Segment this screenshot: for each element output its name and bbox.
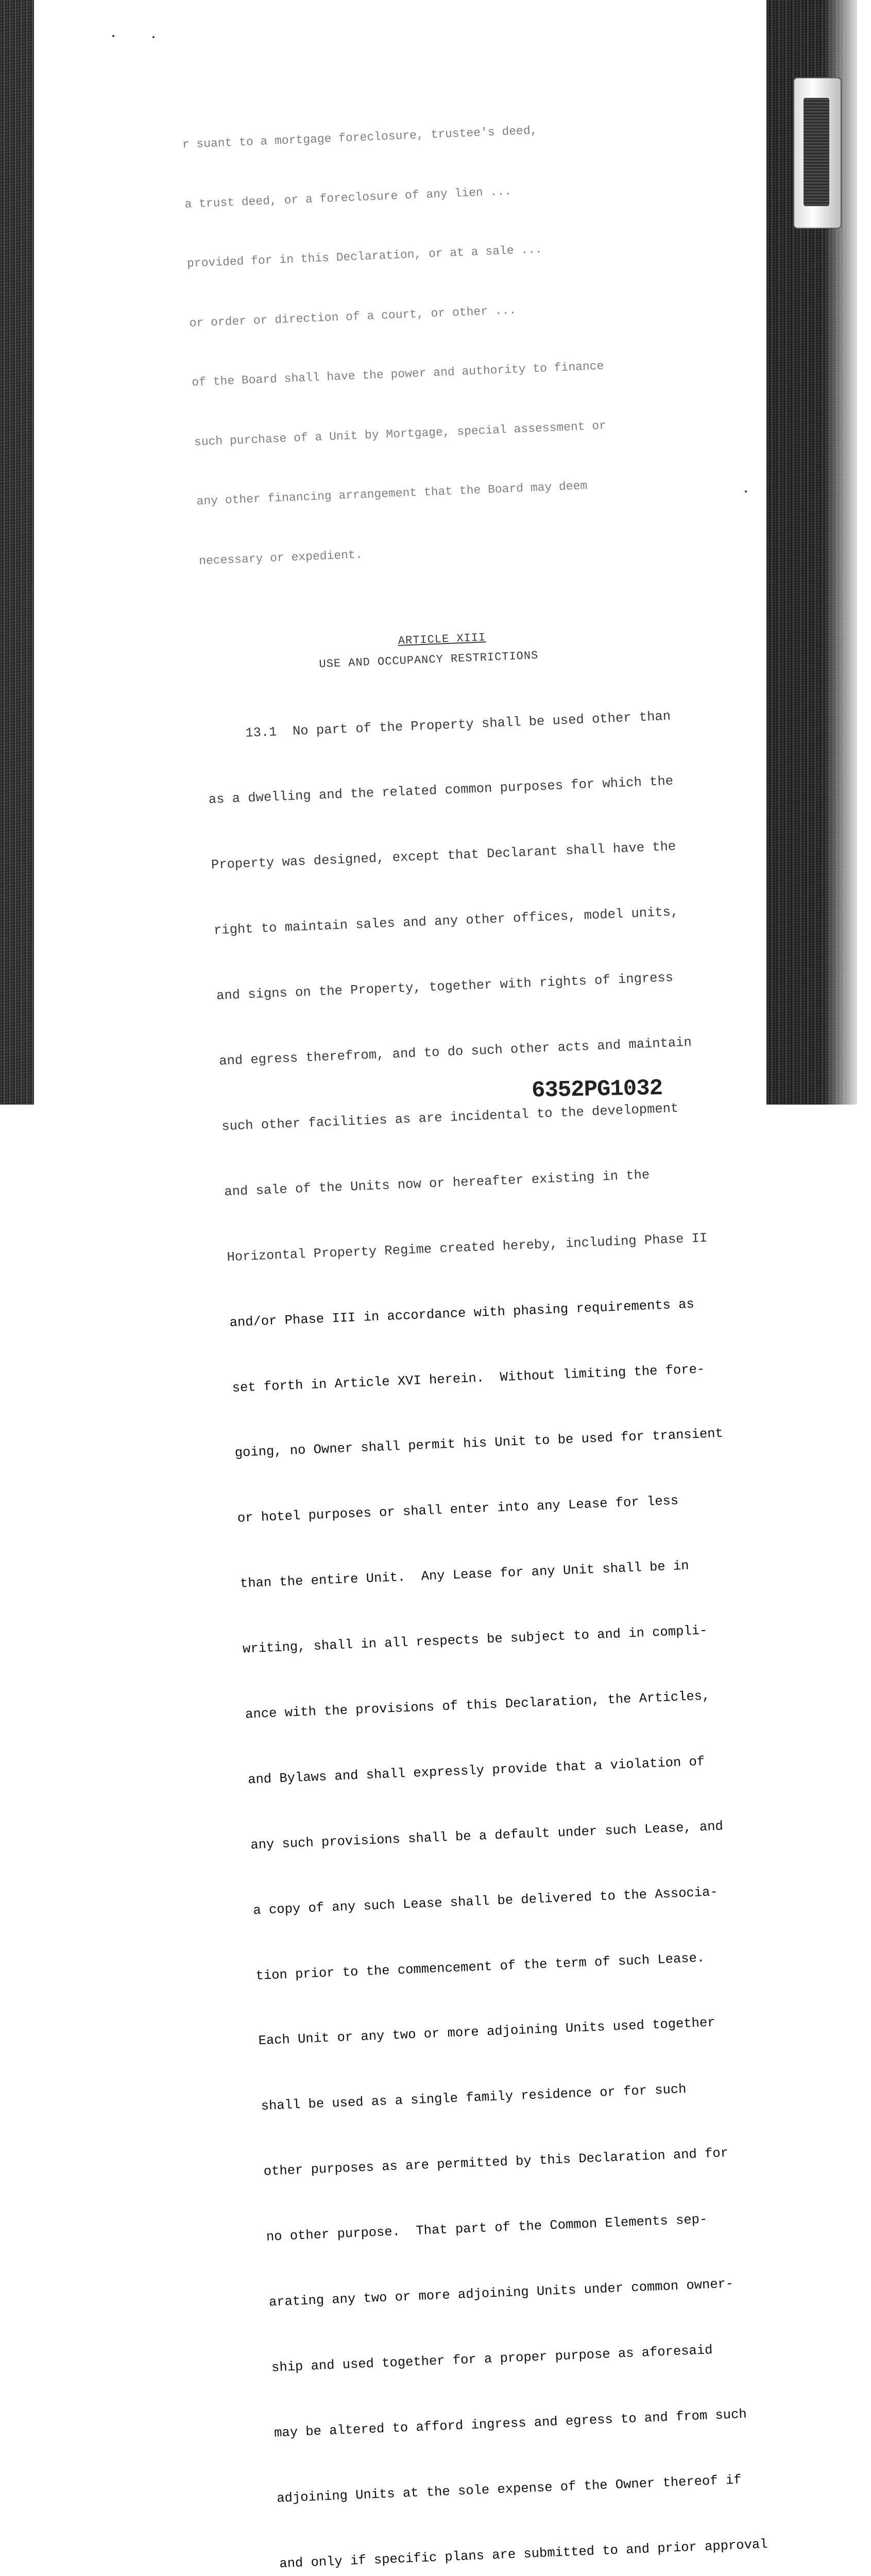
stray-dot	[112, 35, 114, 37]
body-line: Each Unit or any two or more adjoining Units used together	[258, 2015, 716, 2049]
body-line: other purposes as are permitted by this Declaration and for	[263, 2145, 729, 2179]
faded-line: such purchase of a Unit by Mortgage, special assessment or	[194, 418, 607, 449]
body-line: ship and used together for a proper purpose as aforesaid	[271, 2342, 713, 2376]
body-line: or hotel purposes or shall enter into any Lease for less	[237, 1493, 679, 1527]
body-line: and signs on the Property, together with rights of ingress	[216, 970, 674, 1004]
document-body	[180, 72, 871, 2576]
body-line: such other facilities as are incidental to the development	[221, 1100, 679, 1134]
scan-edge-left	[0, 0, 34, 1105]
body-line: ance with the provisions of this Declaration, the Articles,	[245, 1688, 710, 1722]
body-line: going, no Owner shall permit his Unit to be used for transient	[234, 1426, 724, 1461]
faded-line: necessary or expedient.	[198, 548, 363, 568]
faded-line: r suant to a mortgage foreclosure, trustee's deed,	[182, 124, 538, 151]
body-line: right to maintain sales and any other offices, model units,	[213, 904, 679, 938]
body-line: Property was designed, except that Declarant shall have the	[211, 839, 676, 873]
faded-line: of the Board shall have the power and authority to finance	[191, 359, 604, 389]
faded-line: any other financing arrangement that the Board may deem	[196, 479, 588, 509]
stray-dot	[152, 36, 155, 38]
body-line: 13.1 No part of the Property shall be used other than	[206, 708, 671, 742]
body-line: no other purpose. That part of the Common Elements sep-	[266, 2212, 708, 2245]
body-line: set forth in Article XVI herein. Without limiting the fore-	[232, 1361, 705, 1396]
body-line: Horizontal Property Regime created hereby, including Phase II	[227, 1230, 708, 1265]
faded-line: a trust deed, or a foreclosure of any lien ...	[184, 184, 512, 211]
body-line: and/or Phase III in accordance with phasing requirements as	[229, 1296, 695, 1330]
body-line: and sale of the Units now or hereafter existing in the	[224, 1167, 650, 1200]
faded-line: provided for in this Declaration, or at a sale ...	[186, 243, 543, 270]
body-line: and egress therefrom, and to do such other acts and maintain	[218, 1035, 692, 1069]
body-line: writing, shall in all respects be subject to and in compli-	[242, 1623, 708, 1657]
faded-line: or order or direction of a court, or other ...	[189, 303, 517, 330]
article-title: ARTICLE XIII	[398, 631, 486, 648]
faded-paragraph	[180, 72, 777, 611]
body-line: than the entire Unit. Any Lease for any Unit shall be in	[240, 1558, 690, 1591]
body-line: any such provisions shall be a default under such Lease, and	[250, 1819, 724, 1853]
body-line: tion prior to the commencement of the term of such Lease.	[255, 1950, 705, 1984]
body-line: adjoining Units at the sole expense of the Owner thereof if	[276, 2472, 742, 2506]
body-line: and only if specific plans are submitted to and prior approval	[279, 2536, 768, 2571]
recording-page-number: 6352PG1032	[531, 1075, 663, 1104]
section-body	[204, 657, 871, 2576]
body-line: may be altered to afford ingress and egress to and from such	[274, 2406, 747, 2441]
body-line: arating any two or more adjoining Units under common owner-	[268, 2276, 734, 2310]
body-line: and Bylaws and shall expressly provide that a violation of	[247, 1754, 705, 1788]
body-line: shall be used as a single family residence or for such	[261, 2081, 687, 2114]
binder-clip-inner	[804, 98, 829, 206]
body-line: a copy of any such Lease shall be delivered to the Associa-	[252, 1884, 719, 1918]
section-title: USE AND OCCUPANCY RESTRICTIONS	[319, 649, 539, 671]
body-line: as a dwelling and the related common purposes for which the	[208, 774, 674, 808]
